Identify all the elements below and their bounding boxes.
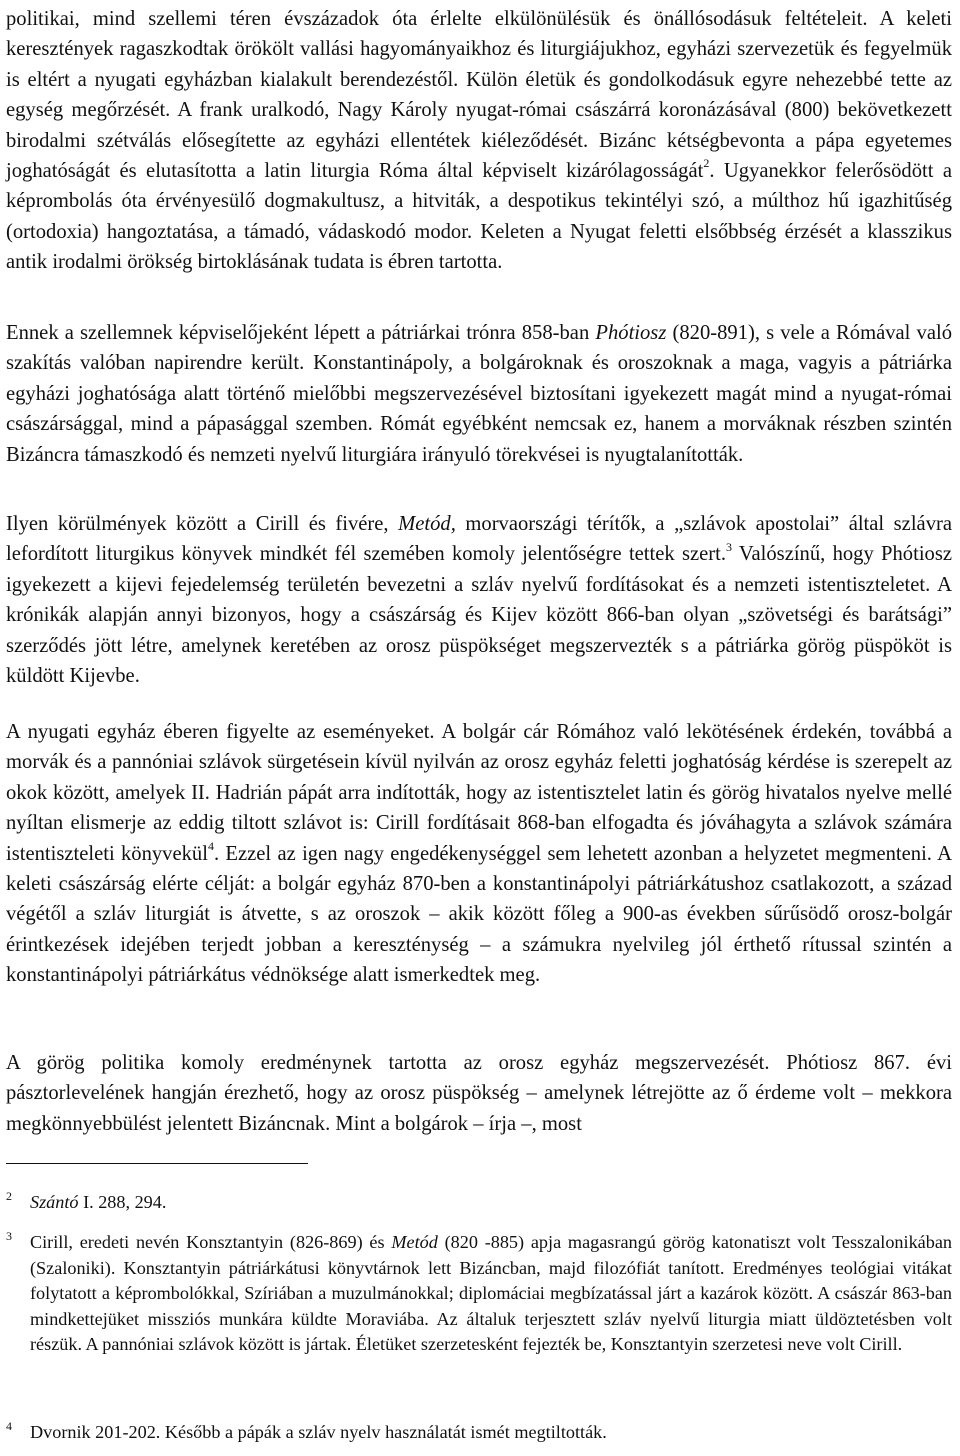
paragraph-3: Ilyen körülmények között a Cirill és fivére, Metód, morvaországi térítők, a „szlávok apostolai” által szlávra lefordított liturgikus könyvek mindkét fél szemében komoly jelentőségre tettek szert.$^3$ Valószínű, hogy Phótiosz igyekezett a kijevi fejedelemség területén bevezetni a szláv nyelvű fordításokat és a nemzeti istentiszteletet. A krónikák alapján annyi bizonyos, hogy a császárság és Kijev között 866-ban olyan „szövetségi és barátsági” szerződés jött létre, amelynek keretében az orosz püspökséget megszervezték s a pátriárka görög püspököt is küldött Kijevbe.	[6, 513, 952, 688]
footnote-number: 4	[6, 1419, 12, 1433]
footnote-number: 2	[6, 1189, 12, 1203]
paragraph-5: A görög politika komoly eredménynek tartotta az orosz egyház megszervezését. Phótiosz 867. évi pásztorlevelének hangján érezhető, hogy az orosz püspökség – amelynek létrejötte az ő érdeme volt – mekkora megkönnyebbülést jelentett Bizáncnak. Mint a bolgárok – írja –, most	[6, 1052, 952, 1135]
footnote-2: 2 Szántó I. 288, 294.	[6, 1190, 952, 1216]
name-metod: Metód,	[398, 513, 456, 535]
footnote-ref-4: 4	[207, 838, 214, 853]
paragraph-1: politikai, mind szellemi téren évszázadok óta érlelte elkülönülésük és önállósodásuk feltételeit. A keleti keresztények ragaszkodtak örökölt vallási hagyományaikhoz és liturgiájukhoz, egyházi szervezetük és fegyelmük is eltért a nyugati egyházban kialakult berendezéstől. Külön életük és gondolkodásuk egyre nehezebbé tette az egység megőrzését. A frank uralkodó, Nagy Károly nyugat-római császárrá koronázásával (800) bekövetkezett birodalmi szétválás elősegítette az egyházi ellentétek kiéleződését. Bizánc kétségbevonta a pápa egyetemes joghatóságát és elutasította a latin liturgia Róma által képviselt kizárólagosságát$^2$. Ugyanekkor felerősödött a képrombolás óta érvényesülő dogmakultusz, a hitviták, a despotikus tekintélyi szó, a múlthoz hű igazhitűség (ortodoxia) hangoztatása, a támadó, vádaskodó modor. Keleten a Nyugat feletti elsőbbség érzését a klasszikus antik irodalmi örökség birtoklásának tudata is ébren tartotta.	[6, 8, 953, 274]
footnote-ref-2: 2	[703, 156, 710, 171]
footnote-separator	[6, 1163, 308, 1164]
footnote-3: 3 Cirill, eredeti nevén Konsztantyin (826-869) és Metód (820 -885) apja magasrangú görög katonatiszt volt Tesszalonikában (Szaloniki). Konsztantyin pátriárkátusi könyvtárnok lett Bizáncban, majd filozófiát tanított. Eredményes teológiai vitákat folytatott a képrombolókkal, Szíriában a muzulmánokkal; diplomáciai megbízatással járt a kazárok között. A császár 863-ban mindkettejüket missziós munkára küldte Moraviába. Az általuk terjesztett szláv nyelvű liturgia miatt üldöztetésben volt részük. A pannóniai szlávok között is jártak. Életüket szerzetesként fejezték be, Konsztantyin szerzetesi neve volt Cirill.	[6, 1230, 952, 1358]
paragraph-4: A nyugati egyház éberen figyelte az eseményeket. A bolgár cár Rómához való lekötésének érdekén, továbbá a morvák és a pannóniai szlávok sürgetésein kívül nyilván az orosz egyház feletti joghatóság kérdése is szerepelt az okok között, amelyek II. Hadrián pápát arra indították, hogy az istentisztelet latin és görög hivatalos nyelve mellé nyíltan elismerje az eddig tiltott szlávot is: Cirill fordításait 868-ban elfogadta és jóváhagyta a szlávok számára istentiszteleti könyvekül$^4$. Ezzel az igen nagy engedékenységgel sem lehetett azonban a helyzetet megmenteni. A keleti császárság elérte célját: a bolgár egyház 870-ben a konstantinápolyi pátriárkátushoz csatlakozott, a század végétől a szláv liturgiát is átvette, s az oroszok – akik között főleg a 900-as években sűrűsödő orosz-bolgár érintkezések idejében terjedt jobban a kereszténység – a számukra nyelvileg jól érthető rítussal szintén a konstantinápolyi pátriárkátus védnöksége alatt ismerkedtek meg.	[6, 721, 952, 987]
footnote-ref-3: 3	[726, 539, 733, 554]
footnote-4: 4 Dvornik 201-202. Később a pápák a szláv nyelv használatát ismét megtiltották.	[6, 1420, 952, 1446]
name-photiosz: Phótiosz	[595, 322, 667, 344]
paragraph-2: Ennek a szellemnek képviselőjeként lépett a pátriárkai trónra 858-ban Phótiosz (820-891), s vele a Rómával való szakítás valóban napirendre került. Konstantinápoly, a bolgároknak és oroszoknak a maga, vagyis a pátriárka egyházi joghatósága alatt történő mielőbbi megszervezésével biztosítani igyekezett magát mind a nyugat-római császársággal, mind a pápasággal szemben. Rómát egyébként nemcsak ez, hanem a morváknak részben szintén Bizáncra támaszkodó és nemzeti nyelvű liturgiára irányuló törekvései is nyugtalanították.	[6, 322, 952, 466]
footnote-number: 3	[6, 1229, 12, 1243]
